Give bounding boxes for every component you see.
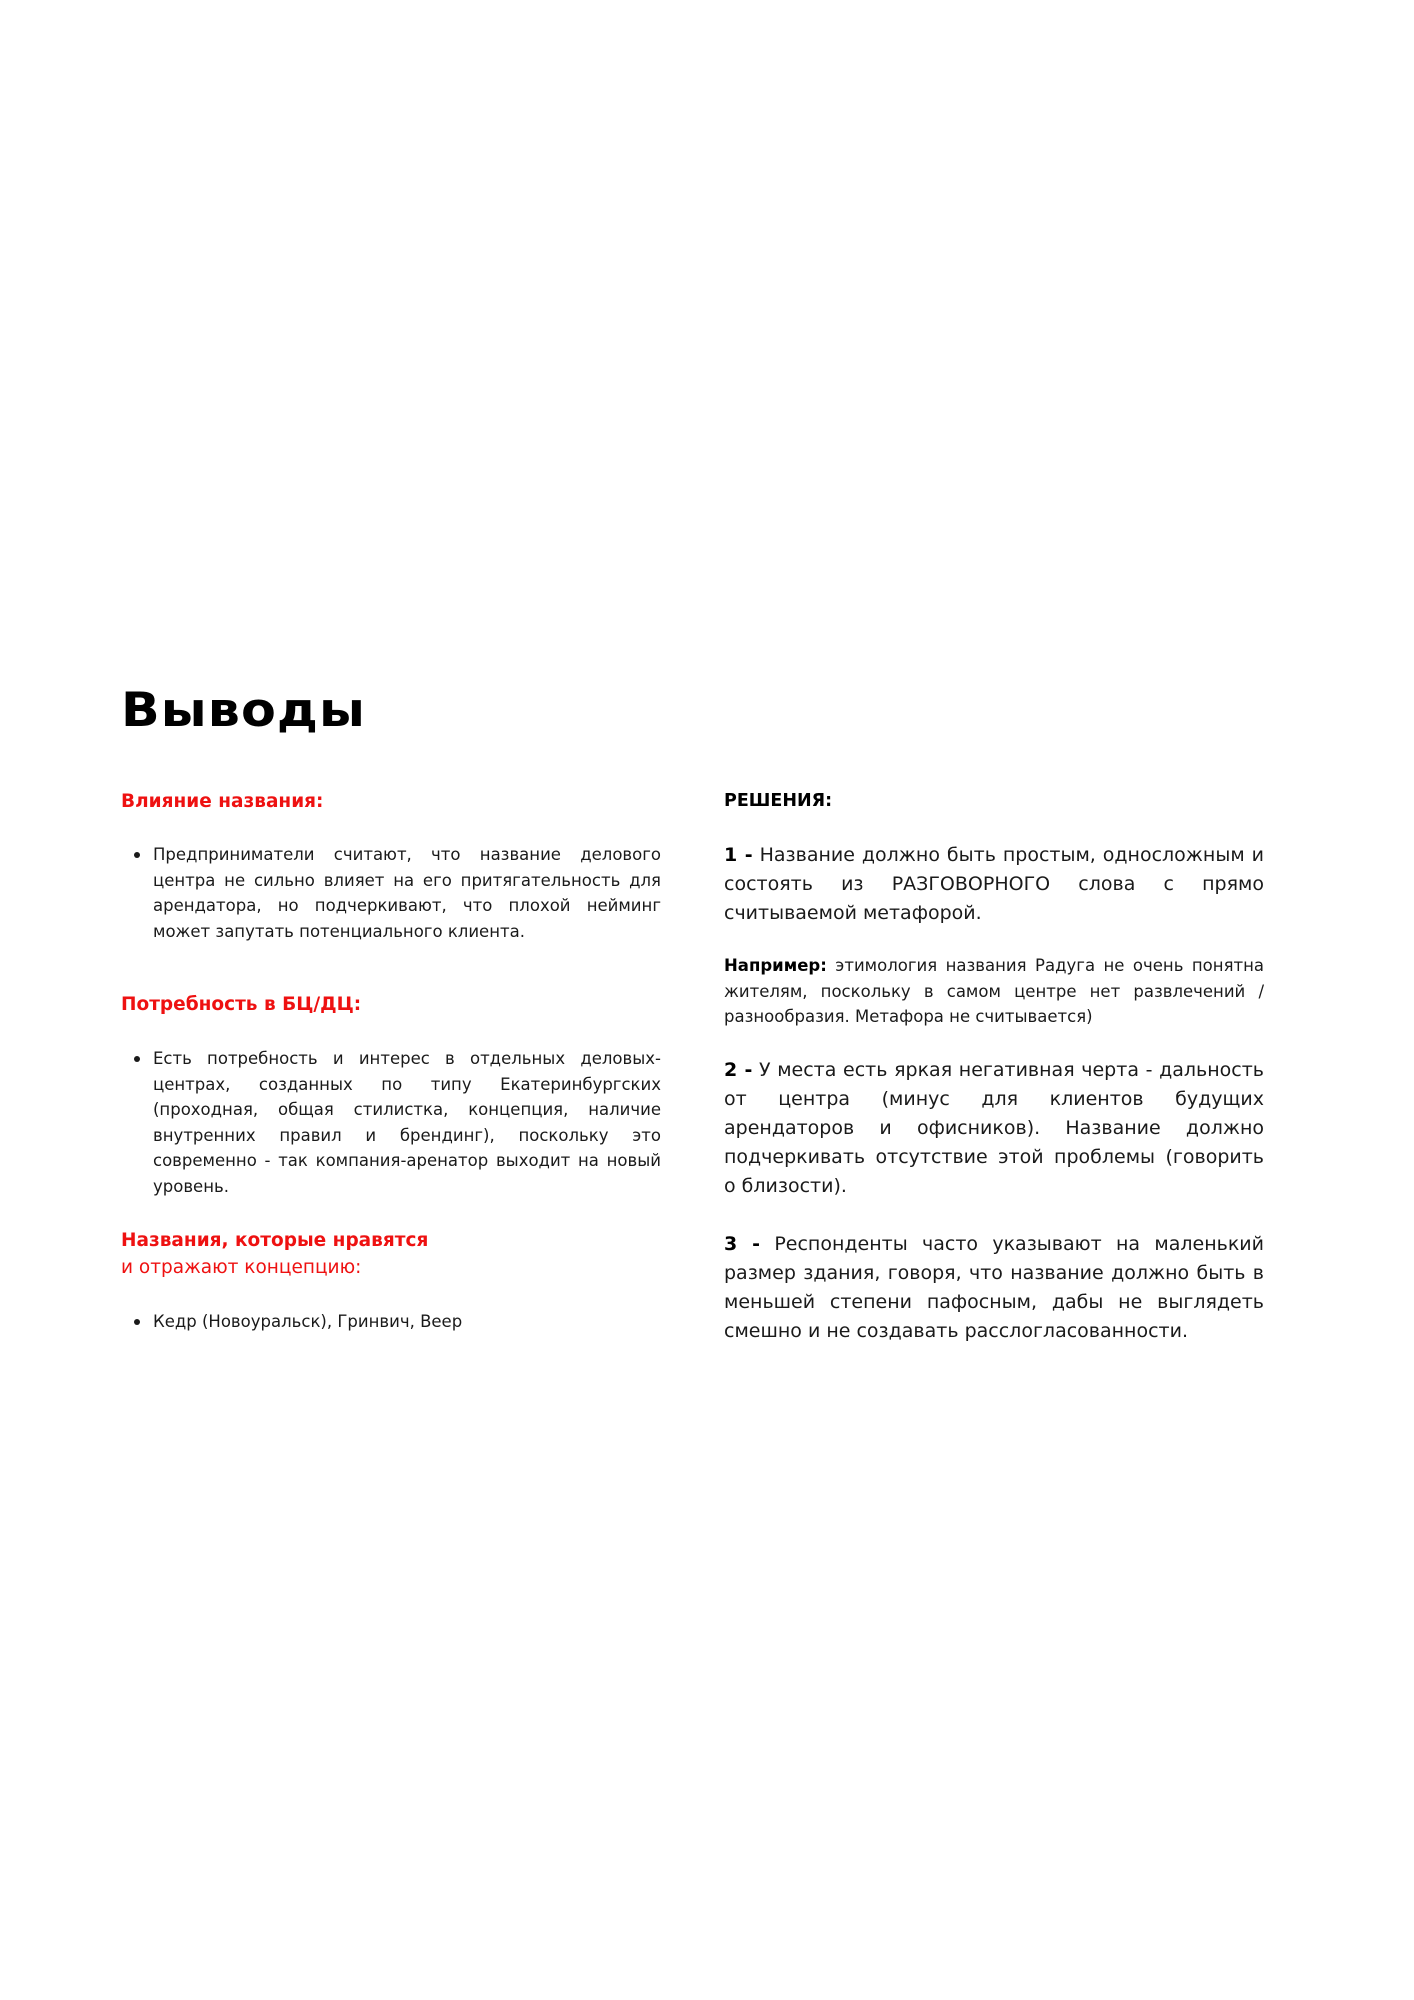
list-item: Предприниматели считают, что название делового центра не сильно влияет на его притягательность для арендатора, но подчеркивают, что плохой нейминг может запутать потенциального клиента. (121, 842, 661, 944)
names-subheading: и отражают концепцию: (121, 1257, 362, 1278)
need-section (121, 991, 661, 1199)
solution-text: Название должно быть простым, односложным и состоять из РАЗГОВОРНОГО слова с прямо считываемой метафорой. (724, 844, 1264, 924)
names-heading: Названия, которые нравятся (121, 1230, 429, 1251)
solution-text: Респонденты часто указывают на маленький размер здания, говоря, что название должно быть в меньшей степени пафосным, дабы не выглядеть смешно и не создавать расслогласованности. (724, 1232, 1264, 1342)
solution-item-2 (724, 1056, 1264, 1201)
example-label: Например: (724, 956, 827, 975)
example-text: этимология названия Радуга не очень понятна жителям, поскольку в самом центре нет развлечений / разнообразия. Метафора не считывается) (724, 956, 1264, 1026)
solutions-heading: РЕШЕНИЯ: (724, 791, 833, 811)
list-item: Есть потребность и интерес в отдельных деловых-центрах, созданных по типу Екатеринбургских (проходная, общая стилистка, концепция, наличие внутренних правил и брендинг), поскольку это современно - так компания-аренатор выходит на новый уровень. (121, 1046, 661, 1199)
solution-number: 3 - (724, 1232, 760, 1255)
page-title: Выводы (121, 683, 366, 738)
solution-number: 1 - (724, 844, 753, 866)
left-column (121, 788, 661, 1335)
influence-section (121, 788, 661, 944)
solution-item-3 (724, 1230, 1264, 1346)
list-item: Кедр (Новоуральск), Гринвич, Веер (121, 1309, 661, 1335)
need-heading: Потребность в БЦ/ДЦ: (121, 994, 362, 1015)
influence-heading: Влияние названия: (121, 791, 324, 812)
right-column (724, 788, 1264, 1346)
solution-number: 2 - (724, 1058, 753, 1081)
example-note (724, 953, 1264, 1030)
need-list (121, 1046, 661, 1199)
names-list (121, 1309, 661, 1335)
influence-list (121, 842, 661, 944)
solution-text: У места есть яркая негативная черта - дальность от центра (минус для клиентов будущих арендаторов и офисников). Название должно подчеркивать отсутствие этой проблемы (говорить о близости). (724, 1058, 1264, 1197)
solution-item-1 (724, 841, 1264, 928)
names-section (121, 1227, 661, 1335)
